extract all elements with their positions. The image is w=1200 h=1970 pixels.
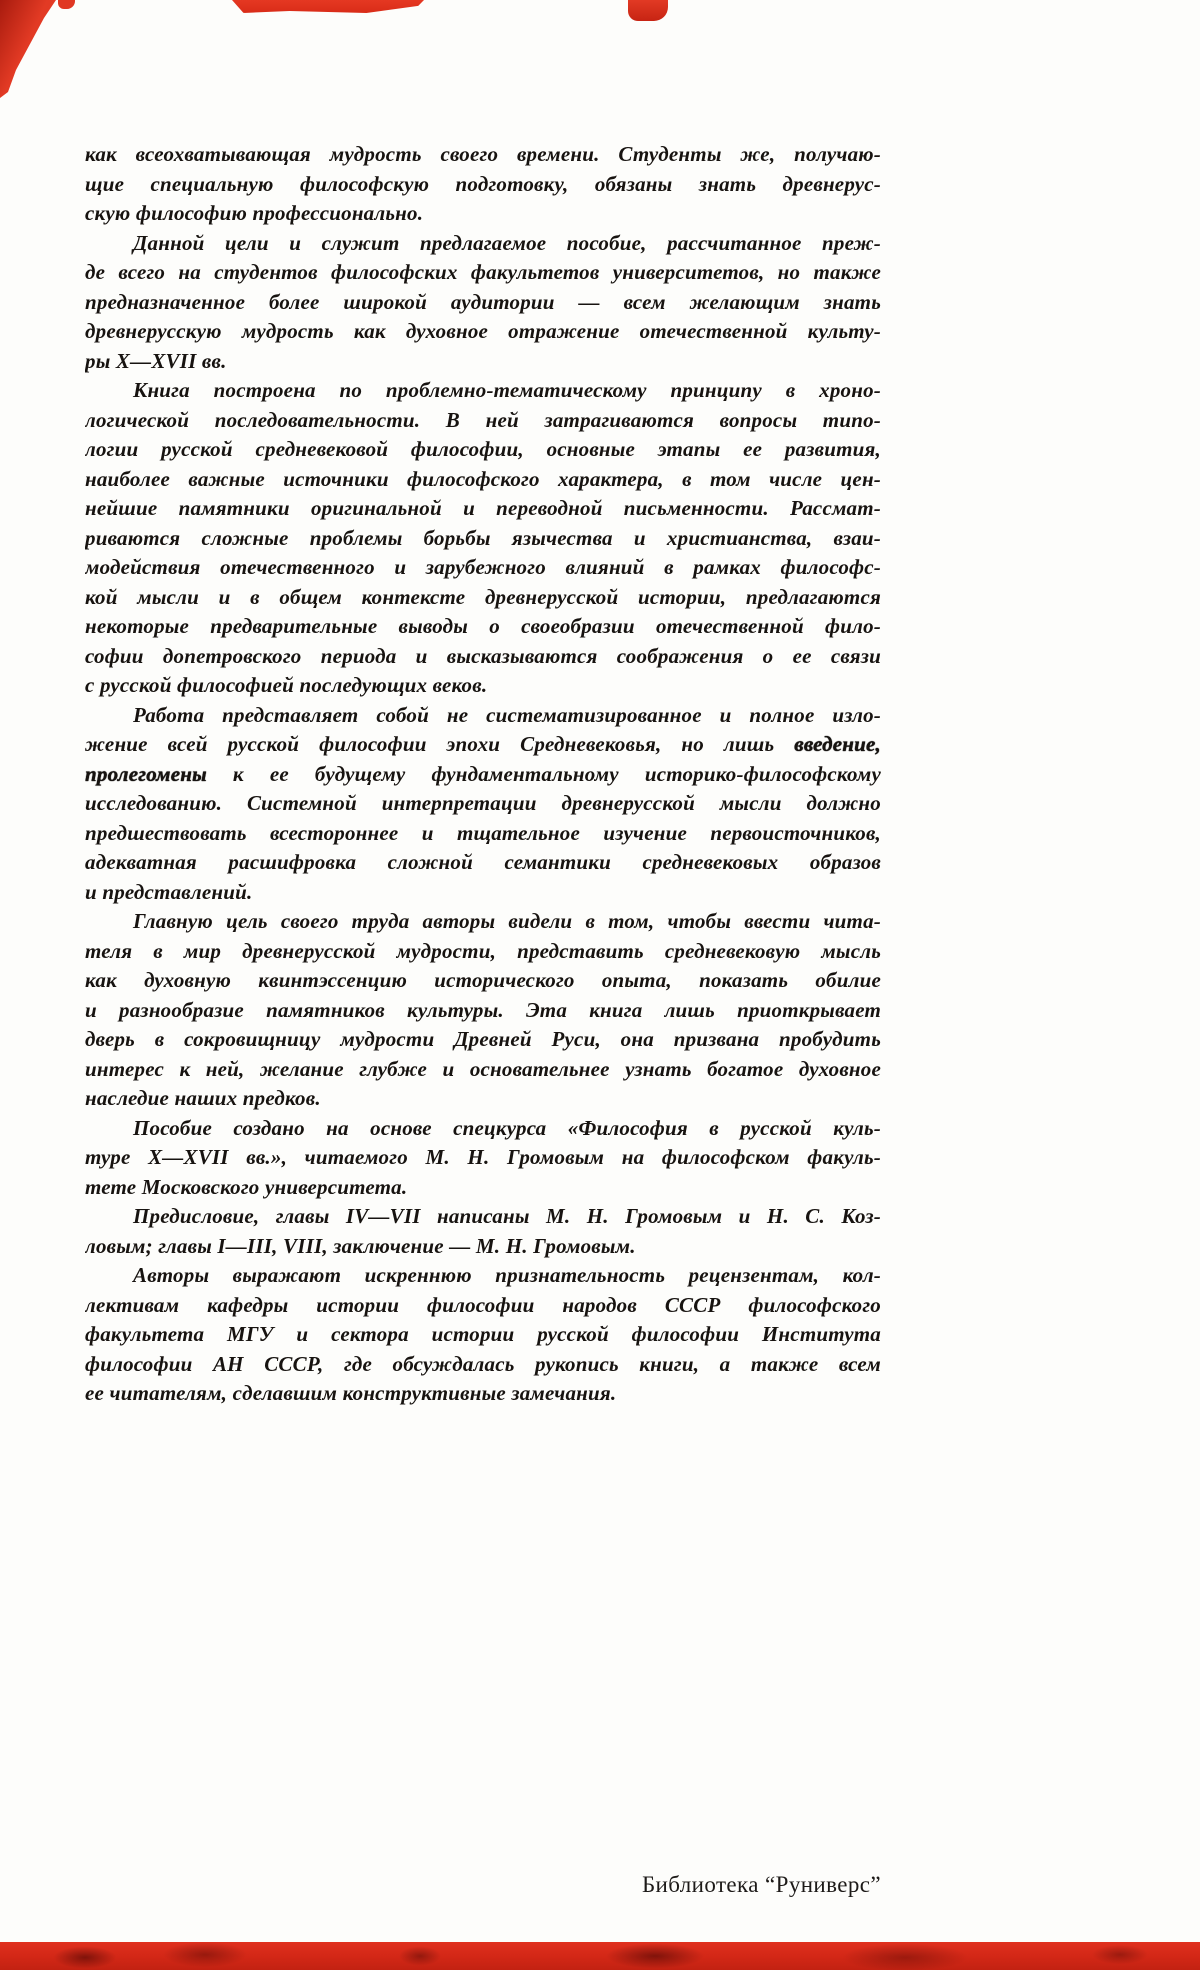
text-line: факультета МГУ и сектора истории русской философии Института (85, 1322, 881, 1346)
text-line: скую философию профессионально. (85, 201, 424, 225)
watermark-runivers: Библиотека “Руниверс” (641, 1872, 881, 1897)
text-line: предназначенное более широкой аудитории — всем желающим знать (85, 289, 881, 314)
text-line: интерес к ней, желание глубже и основательнее узнать богатое духовное (85, 1056, 881, 1081)
scan-stain-top-streak (232, 0, 424, 13)
text-line: и разнообразие памятников культуры. Эта книга лишь приоткрывает (85, 997, 881, 1022)
text-line: дверь в сокровищницу мудрости Древней Руси, она призвана пробудить (85, 1027, 881, 1051)
text-line: ловым; главы I—III, VIII, заключение — М. Н. Громовым. (85, 1233, 636, 1258)
text-line: щие специальную философскую подготовку, обязаны знать древнерус- (85, 171, 881, 196)
text-line: и представлений. (85, 879, 253, 904)
text-line: древнерусскую мудрость как духовное отражение отечественной культу- (85, 319, 881, 343)
text-line: адекватная расшифровка сложной семантики средневековых образов (85, 850, 881, 874)
scan-stain-top-small (58, 0, 75, 9)
text-line: наиболее важные источники философского характера, в том числе цен- (85, 466, 881, 491)
text-line: де всего на студентов философских факультетов университетов, но также (85, 260, 881, 284)
text-line: Пособие создано на основе спецкурса «Философия в русской куль- (133, 1115, 881, 1140)
text-line: туре X—XVII вв.», читаемого М. Н. Громовым на философском факуль- (85, 1145, 881, 1169)
text-line: предшествовать всестороннее и тщательное изучение первоисточников, (85, 820, 881, 845)
text-line: как духовную квинтэссенцию исторического опыта, показать обилие (85, 968, 881, 992)
text-line: ее читателям, сделавшим конструктивные замечания. (85, 1381, 617, 1405)
text-line: риваются сложные проблемы борьбы язычества и христианства, взаи- (85, 525, 881, 550)
text-line: модействия отечественного и зарубежного влияний в рамках философс- (85, 555, 881, 579)
text-line: как всеохватывающая мудрость своего времени. Студенты же, получаю- (85, 142, 881, 166)
text-line: пролегомены к ее будущему фундаментальному историко-философскому (85, 761, 881, 786)
text-line: наследие наших предков. (85, 1086, 321, 1110)
scan-stain-top-blob (628, 0, 668, 21)
text-line: Авторы выражают искреннюю признательность рецензентам, кол- (133, 1263, 881, 1287)
text-line: некоторые предварительные выводы о своеобразии отечественной фило- (85, 614, 881, 638)
text-line: лективам кафедры истории философии народов СССР философского (85, 1292, 881, 1317)
text-line: жение всей русской философии эпохи Средневековья, но лишь введение, (85, 732, 881, 756)
text-line: логической последовательности. В ней затрагиваются вопросы типо- (85, 407, 881, 432)
text-line: кой мысли и в общем контексте древнерусской истории, предлагаются (85, 584, 881, 609)
text-line: Работа представляет собой не систематизированное и полное изло- (133, 702, 881, 727)
text-line: Главную цель своего труда авторы видели в том, чтобы ввести чита- (133, 909, 881, 933)
scan-stain-bottom-bar (0, 1942, 1200, 1970)
text-line: исследованию. Системной интерпретации древнерусской мысли должно (85, 791, 881, 815)
text-line: теля в мир древнерусской мудрости, представить средневековую мысль (85, 938, 881, 963)
text-line: тете Московского университета. (85, 1174, 408, 1199)
text-line: Данной цели и служит предлагаемое пособие, рассчитанное преж- (133, 230, 881, 255)
text-line: софии допетровского периода и высказываются соображения о ее связи (85, 643, 881, 668)
text-line: нейшие памятники оригинальной и переводной письменности. Рассмат- (85, 496, 881, 520)
text-line: Книга построена по проблемно-тематическому принципу в хроно- (133, 378, 881, 402)
page-text (85, 140, 881, 1409)
text-line: ры X—XVII вв. (85, 348, 227, 373)
text-line: с русской философией последующих веков. (85, 673, 488, 697)
text-line: философии АН СССР, где обсуждалась рукопись книги, а также всем (85, 1351, 881, 1376)
text-line: логии русской средневековой философии, основные этапы ее развития, (85, 437, 881, 461)
scan-stain-top-left (0, 0, 60, 98)
text-line: Предисловие, главы IV—VII написаны М. Н. Громовым и Н. С. Коз- (133, 1204, 881, 1228)
